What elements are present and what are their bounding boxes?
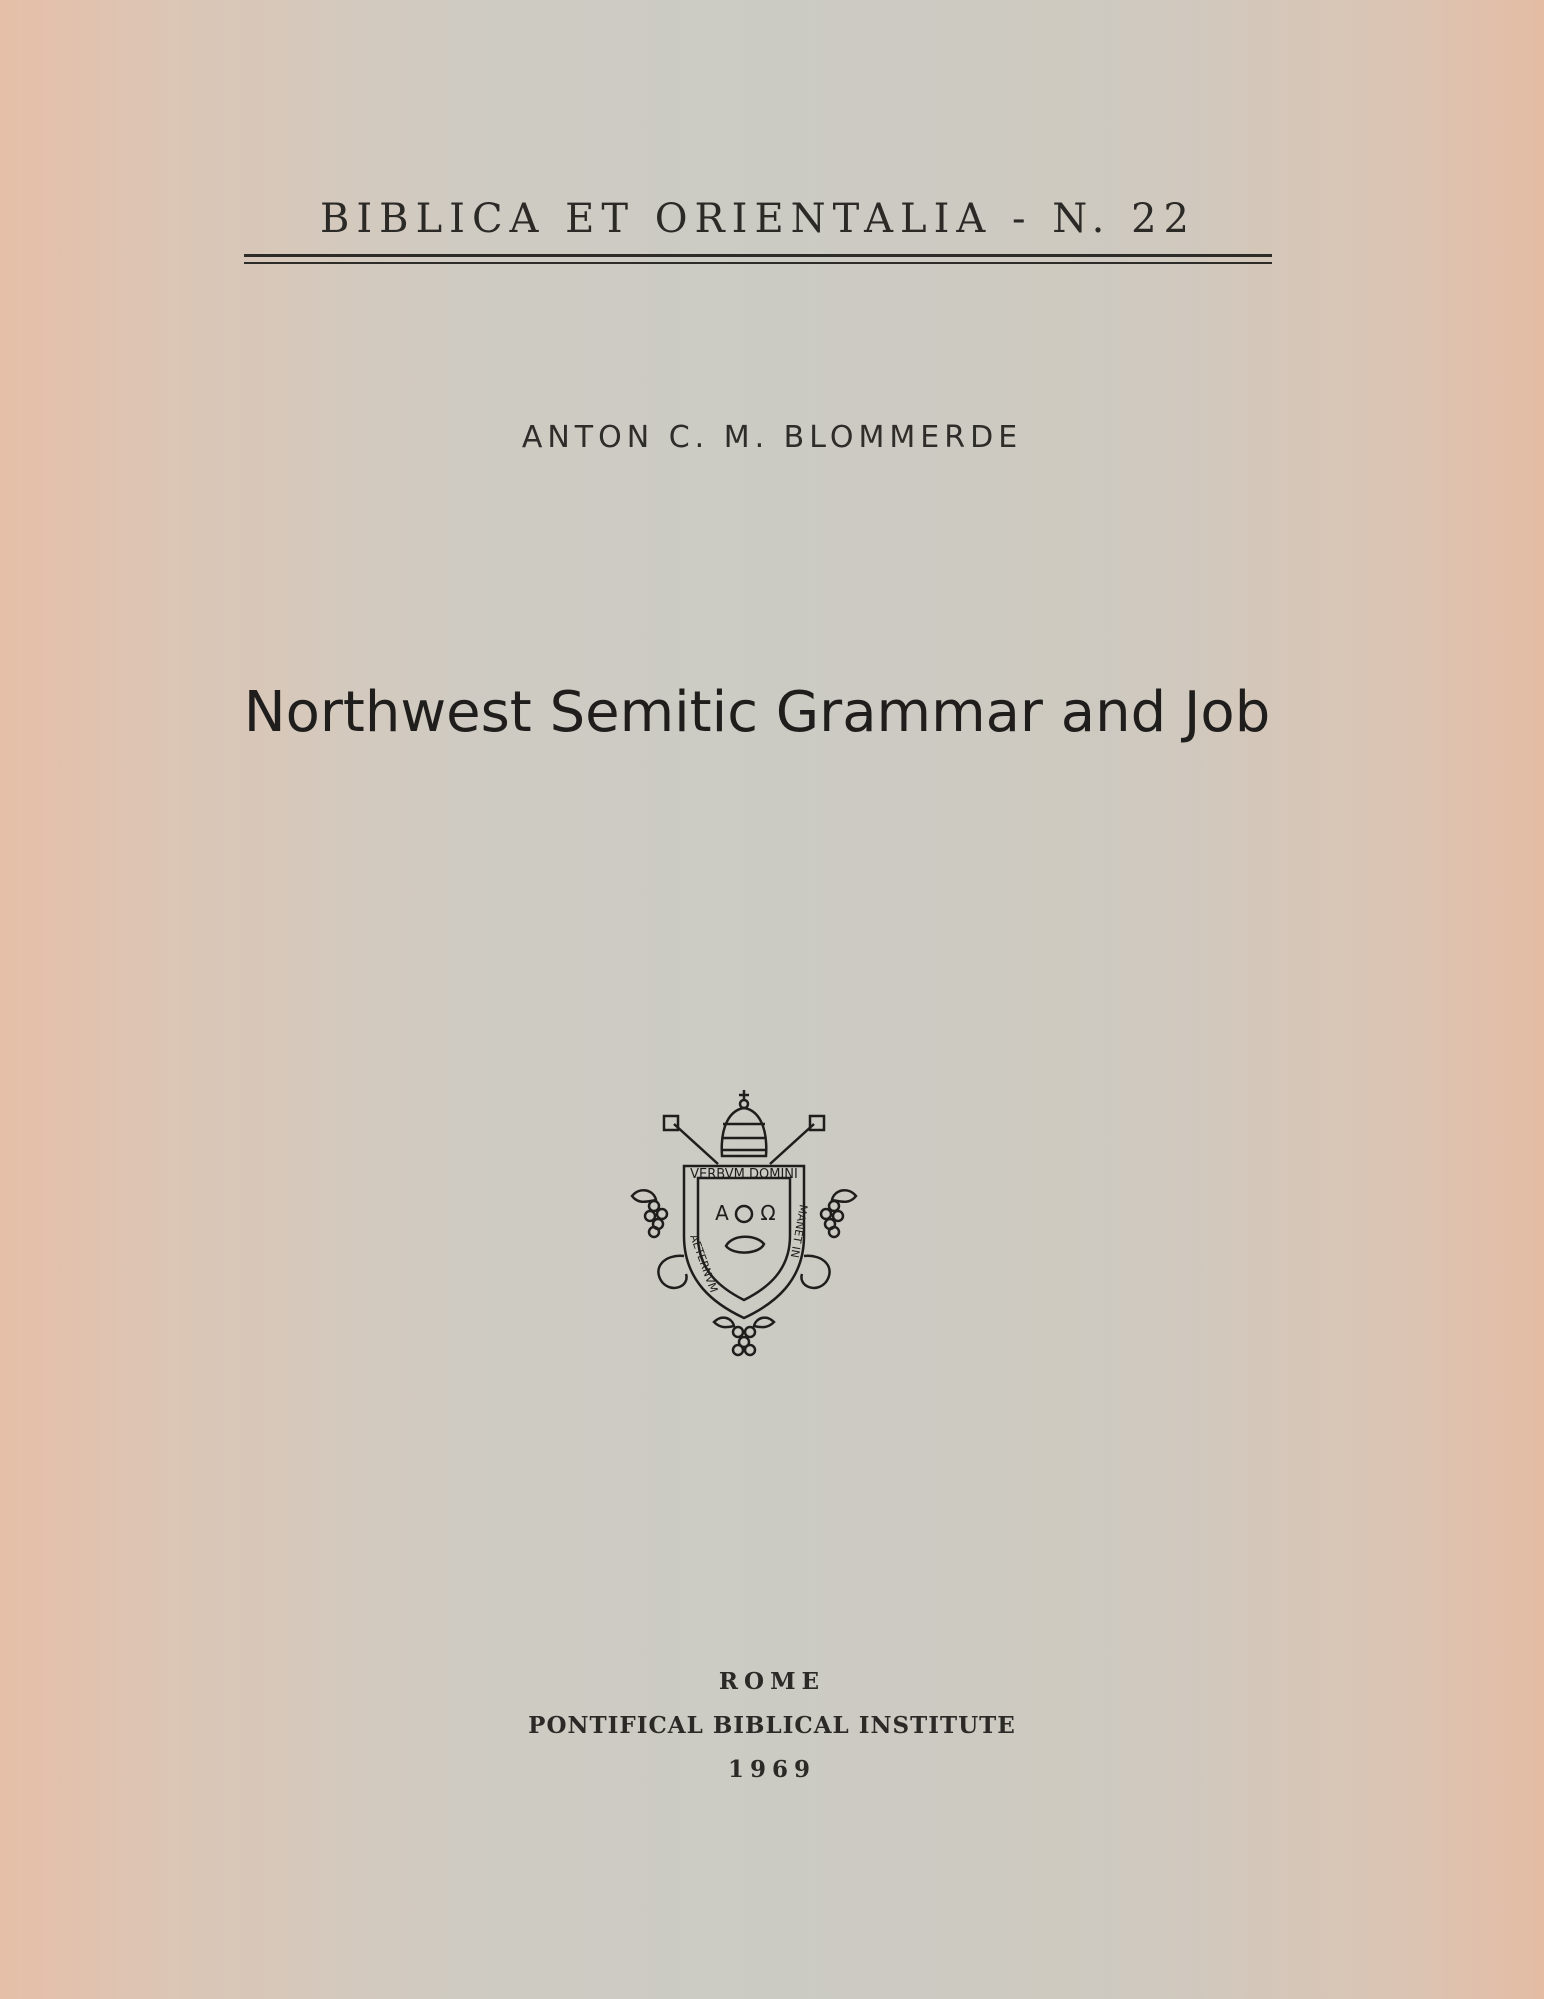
motto-top: VERBVM DOMINI (690, 1167, 798, 1182)
publication-year: 1969 (727, 1756, 816, 1783)
publisher-name: PONTIFICAL BIBLICAL INSTITUTE (528, 1712, 1016, 1739)
header-rule-bottom (244, 262, 1272, 264)
omega-glyph: Ω (760, 1201, 776, 1225)
publisher-city: ROME (718, 1668, 826, 1695)
author-name: ANTON C. M. BLOMMERDE (521, 420, 1023, 455)
series-title: BIBLICA ET ORIENTALIA - N. 22 (319, 196, 1196, 242)
motto-right: MANET IN (787, 1203, 810, 1259)
book-title: Northwest Semitic Grammar and Job (243, 680, 1271, 745)
motto-left: AETERNVM (687, 1232, 721, 1295)
papal-coat-of-arms-icon (614, 1086, 874, 1368)
header-rule-top (244, 254, 1272, 257)
alpha-glyph: Α (715, 1201, 729, 1225)
